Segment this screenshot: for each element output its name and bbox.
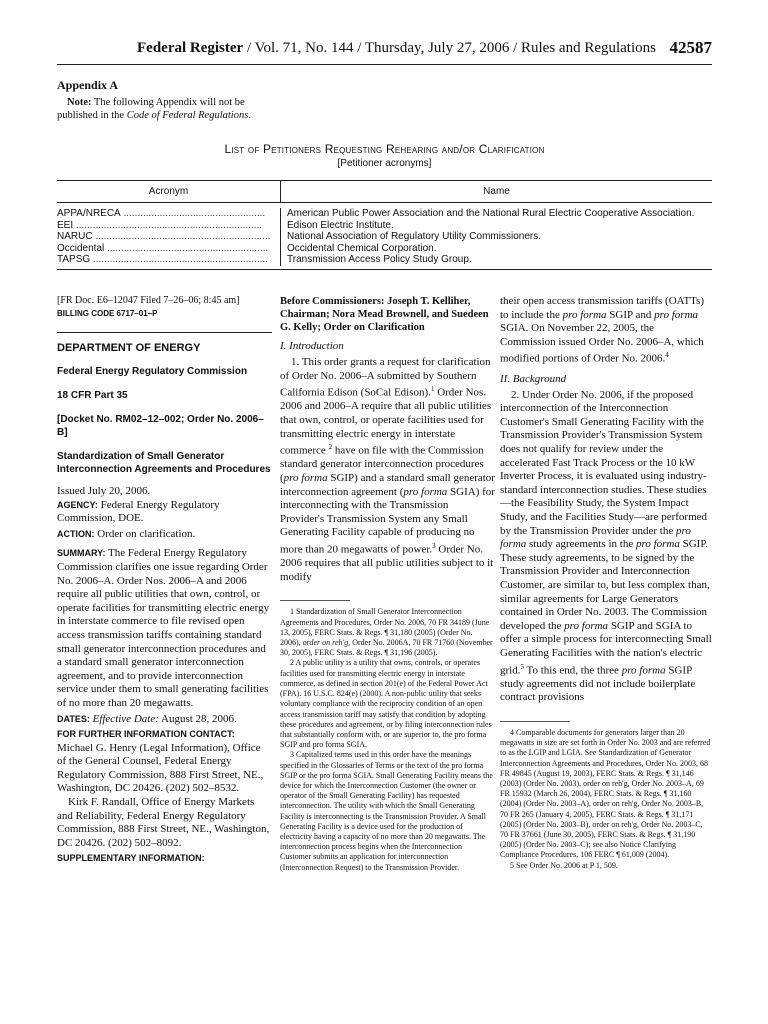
- fr-doc: [FR Doc. E6–12047 Filed 7–26–06; 8:45 am]: [57, 295, 240, 306]
- acronym-cell: EEI: [57, 219, 74, 231]
- text: their open access transmission tariffs (OATTs) to include the: [500, 295, 705, 321]
- paragraph-1: [280, 356, 495, 584]
- leader-dots: ...................................................: [120, 208, 266, 219]
- appendix-note: [57, 96, 272, 122]
- journal-name: Federal Register: [137, 40, 244, 56]
- department-heading: DEPARTMENT OF ENERGY: [57, 342, 201, 354]
- note-label: Note:: [67, 97, 92, 108]
- table-title-text: List of Petitioners Requesting Rehearing and/or Clarification: [224, 142, 545, 156]
- footnote-3: 3 Capitalized terms used in this order have the meanings specified in the Glossaries of Terms or the text of the pro forma SGIP or the pro forma SGIA. Small Generating Facility means the device for which the Interconnection Customer (the owner or operator of the Small Generating Facility) has requested interconnection. The utility with which the Small Generating Facility is interconnecting is the Transmission Provider. A Small Generating Facility is a device used for the production of electricity having a capacity of no more than 20 megawatts. The interconnection process begins when the Interconnection Customer submits an application for interconnection (Interconnection Request) to the Transmission Provider.: [280, 750, 493, 872]
- name-cell: American Public Power Association and the National Rural Electric Cooperative Association.: [287, 208, 695, 219]
- footnote-1: [280, 607, 495, 658]
- agency-label: AGENCY:: [57, 499, 98, 510]
- footnote-divider: [280, 600, 350, 601]
- table-row: [57, 231, 280, 243]
- agency-heading: Federal Energy Regulatory Commission: [57, 366, 248, 377]
- footnote-ref: 5: [520, 662, 524, 671]
- dates-text: August 28, 2006.: [158, 712, 237, 725]
- text: SGIP) and a standard small generator interconnection agreement (: [280, 472, 495, 498]
- contact-label-text: FOR FURTHER INFORMATION CONTACT:: [57, 729, 235, 740]
- text: SGIA) for interconnecting with the Transmission Provider's Transmission System any Small Generating Facility capable of producing no more than 20 megawatts of power.: [280, 485, 495, 556]
- contact-2: Kirk F. Randall, Office of Energy Markets and Reliability, Federal Energy Regulatory Commission, 888 First Street, NE., Washington, DC 20426. (202) 502–8092.: [57, 796, 270, 849]
- paragraph-cont: [500, 295, 712, 367]
- note-text: The following Appendix will not be published in the: [57, 97, 245, 121]
- name-cell: Edison Electric Institute.: [287, 219, 394, 231]
- acronym-cell: APPA/NRECA: [57, 208, 121, 219]
- leader-dots: ..........................................................: [104, 242, 269, 254]
- name-cell: National Association of Regulatory Utility Commissioners.: [287, 231, 541, 242]
- acronym-cell: Occidental: [57, 242, 105, 254]
- leader-dots: ...............................................................: [92, 231, 271, 242]
- footnote-ref: 3: [432, 542, 436, 551]
- page-number: 42587: [669, 38, 712, 57]
- text: 1. This order grants a request for clarification of Order No. 2006–A submitted by Southern California Edison (SoCal Edison).: [280, 356, 491, 399]
- note-end: .: [248, 110, 251, 121]
- leader-dots: ...................................................................: [73, 219, 263, 231]
- name-cell: Transmission Access Policy Study Group.: [287, 254, 472, 265]
- text: have on file with the Commission standard generator interconnection procedures (: [280, 444, 484, 485]
- supp-label-text: SUPPLEMENTARY INFORMATION:: [57, 853, 205, 864]
- acronym-cell: NARUC: [57, 231, 93, 242]
- italic-text: pro forma: [654, 308, 699, 321]
- contact-1: Michael G. Henry (Legal Information), Office of the General Counsel, Federal Energy Regulatory Commission, 888 First Street, NE., Washington, DC 20426. (202) 502–8532.: [57, 741, 264, 795]
- table-subtitle: [Petitioner acronyms]: [337, 158, 432, 169]
- text: 2. Under Order No. 2006, if the proposed interconnection of the Interconnection Customer's Small Generating Facility with the Transmission Provider's Transmission System does not qualify for review under the accelerated Fast Track Process or the 10 kW Inverter Process, it is evaluated using industry-standard interconnection studies. These studies—the Feasibility Study, the System Impact Study, and the Facilities Study—are performed by the Transmission Provider under the: [500, 388, 708, 537]
- page-header: [57, 38, 712, 65]
- table-header: [57, 181, 712, 203]
- name-cell: Occidental Chemical Corporation.: [287, 242, 437, 254]
- text: Order Nos. 2006 and 2006–A require that all public utilities that own, control, or operate facilities used for transmitting electric energy in interstate commerce: [280, 386, 492, 457]
- running-head: [137, 40, 656, 57]
- footnote-divider: [500, 721, 570, 722]
- intro-heading: I. Introduction: [280, 340, 344, 352]
- cfr-heading: 18 CFR Part 35: [57, 390, 128, 401]
- column-1: [57, 295, 272, 866]
- text: SGIP. These study agreements, to be signed by the Transmission Provider and Interconnection Customer, are similar to, but less complex than, similar agreements for Large Generators contained in Order No. 2003. The Commission developed the: [500, 538, 710, 632]
- acronym-column: [57, 208, 281, 266]
- action-text: Order on clarification.: [94, 527, 196, 540]
- table-row: [57, 254, 280, 266]
- footnote-ref: 2: [328, 443, 333, 452]
- name-column: [281, 208, 712, 266]
- note-italic: Code of Federal Regulations: [126, 110, 249, 121]
- italic-text: pro forma: [283, 472, 328, 485]
- issue-info: / Vol. 71, No. 144 / Thursday, July 27, 2006 / Rules and Regulations: [243, 40, 656, 56]
- italic-text: order on reh'g: [302, 638, 349, 648]
- column-2: [280, 295, 495, 873]
- column-3: [500, 295, 712, 871]
- text: Order No. 2006 requires that all public utilities subject to it modify: [280, 543, 494, 583]
- appendix-title: Appendix A: [57, 78, 119, 92]
- table-title: [57, 142, 712, 156]
- commissioners: Before Commissioners: Joseph T. Kelliher, Chairman; Nora Mead Brownell, and Suedeen G. Kelly; Order on Clarification: [280, 296, 489, 333]
- text: To this end, the three: [523, 664, 622, 677]
- italic-text: pro forma: [562, 308, 607, 321]
- leader-dots: ...............................................................: [90, 254, 268, 265]
- paragraph-2: [500, 389, 712, 705]
- table-row: [57, 220, 280, 232]
- agency-text: Federal Energy Regulatory Commission, DOE.: [57, 498, 220, 525]
- col-header-name: Name: [483, 186, 510, 197]
- text: study agreements in the: [526, 538, 636, 551]
- text: SGIP and: [606, 308, 655, 321]
- text: , Order No. 2006A, 70 FR 71760 (November 30, 2005), FERC Stats. & Regs. ¶ 31,196 (2005).: [280, 638, 493, 658]
- col-header-acronym: Acronym: [57, 181, 281, 202]
- italic-text: pro forma: [635, 538, 680, 551]
- summary: [57, 547, 272, 710]
- action-line: [57, 528, 272, 542]
- supplementary-label: [57, 852, 272, 866]
- table-row: [57, 243, 280, 255]
- footnote-ref: 4: [665, 351, 669, 360]
- footnote-ref: 1: [430, 385, 435, 394]
- footnote-4: 4 Comparable documents for generators larger than 20 megawatts in size are set forth in Order No. 2003 and are referred to as the LGIP and LGIA. See Standardization of Generator Interconnection Agreements and Procedures, Order No. 2003, 68 FR 49845 (August 19, 2003), FERC Stats. & Regs. ¶ 31,146 (2003) (Order No. 2003), order on reh'g, Order No. 2003–A, 69 FR 15932 (March 26, 2004), FERC Stats. & Regs. ¶ 31,160 (2004) (Order No. 2003–A), order on reh'g, Order No. 2003–B, 70 FR 265 (January 4, 2005), FERC Stats. & Regs. ¶ 31,171 (2005) (Order No. 2003–B), order on reh'g, Order No. 2003–C, 70 FR 37661 (June 30, 2005), FERC Stats. & Regs. ¶ 31,190 (2005) (Order No. 2003–C); see also Notice Clarifying Compliance Procedures, 106 FERC ¶ 61,009 (2004).: [500, 727, 711, 860]
- text: SGIA. On November 22, 2005, the Commission issued Order No. 2006–A, which modified portions of Order No. 2006.: [500, 322, 704, 366]
- footnote-2: 2 A public utility is a utility that owns, controls, or operates facilities used for transmitting electric energy in interstate commerce, as defined in section 201(e) of the Federal Power Act (FPA). 16 U.S.C. 824(e) (2000). A non-public utility that seeks voluntary compliance with the reciprocity condition of an open access transmission tariff may satisfy that condition by adopting these procedures and agreement, or by filing interconnection rules that substantially conform with, or are superior to, the pro forma SGIP and pro forma SGIA.: [280, 658, 492, 750]
- italic-text: pro forma: [621, 664, 666, 677]
- table-row: [57, 208, 280, 220]
- dates-label: DATES:: [57, 713, 90, 724]
- petitioners-table: [57, 180, 712, 270]
- text: SGIP and SGIA to offer a simple process for interconnecting Small Generating Facilities with the nation's electric grid.: [500, 619, 712, 677]
- rule-title: Standardization of Small Generator Interconnection Agreements and Procedures: [57, 451, 271, 475]
- text: SGIP study agreements did not include boilerplate contract provisions: [500, 664, 696, 704]
- dates-italic: Effective Date:: [89, 712, 159, 725]
- issued-date: Issued July 20, 2006.: [57, 485, 151, 497]
- italic-text: pro forma: [500, 524, 691, 551]
- summary-text: The Federal Energy Regulatory Commission clarifies one issue regarding Order No. 2006–A. Order Nos. 2006–A and 2006 require all public utilities that own, control, or operate facilities for transmitting electric energy in interstate commerce to file revised open access transmission tariffs containing standard small generator interconnection procedures and a standard small generator interconnection agreement, and to provide interconnection service under them to small generating facilities of no more than 20 megawatts.: [57, 547, 270, 709]
- billing-code: BILLING CODE 6717–01–P: [57, 309, 158, 318]
- italic-text: pro forma: [564, 619, 609, 632]
- docket-heading: [Docket No. RM02–12–002; Order No. 2006–B]: [57, 414, 264, 438]
- footnote-5: 5 See Order No. 2006 at P 1, 509.: [510, 860, 618, 870]
- agency-line: [57, 499, 272, 526]
- table-body: [57, 203, 712, 269]
- text: 1 Standardization of Small Generator Interconnection Agreements and Procedures, Order No. 2006, 70 FR 34189 (June 13, 2005), FERC Stats. & Regs. ¶ 31,180 (2005) (Order No. 2006),: [280, 607, 490, 648]
- italic-text: pro forma: [403, 485, 448, 498]
- action-label: ACTION:: [57, 528, 95, 539]
- acronym-cell: TAPSG: [57, 254, 91, 265]
- summary-label: SUMMARY:: [57, 548, 106, 559]
- divider: [57, 332, 272, 333]
- background-heading: II. Background: [500, 372, 567, 385]
- dates: [57, 713, 272, 727]
- contact-label: [57, 728, 272, 742]
